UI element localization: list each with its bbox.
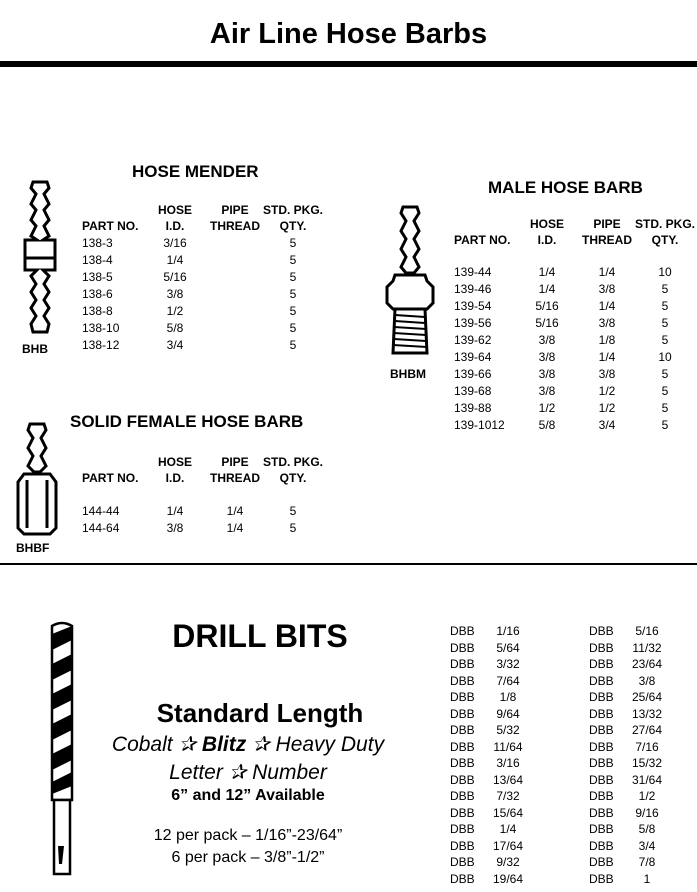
solid-female-pipe-column	[205, 503, 265, 537]
drill-bit-size: 11/64	[493, 739, 523, 754]
solid-female-header-hose: HOSE I.D.	[157, 455, 192, 485]
drill-bit-prefix: DBB	[589, 739, 614, 754]
drill-bit-prefix: DBB	[450, 871, 475, 886]
drill-bit-prefix: DBB	[450, 673, 475, 688]
star-icon: ✰	[252, 733, 270, 756]
hose-mender-title: HOSE MENDER	[132, 162, 259, 181]
drill-bit-size: 7/16	[635, 739, 659, 754]
drill-bit-prefix: DBB	[450, 640, 475, 655]
qty-cell: 5	[661, 316, 669, 330]
drill-bit-size: 1/8	[499, 690, 517, 704]
male-hose-barb-part-column	[454, 264, 505, 434]
part-number-cell: 138-3	[82, 236, 113, 250]
drill-bit-size: 31/64	[631, 772, 663, 787]
male-hose-barb-header-hose: HOSE I.D.	[529, 217, 564, 247]
drill-bit-prefix: DBB	[450, 838, 475, 853]
solid-female-label: BHBF	[16, 541, 50, 555]
drill-bit-prefix: DBB	[450, 739, 475, 754]
pipe-thread-cell: 3/8	[598, 367, 616, 381]
drill-bit-prefix: DBB	[589, 657, 614, 671]
hose-id-cell: 5/8	[166, 321, 184, 335]
part-number-cell: 138-4	[82, 253, 113, 267]
drill-bits-types-line: Cobalt ✰ Blitz ✰ Heavy Duty	[111, 733, 385, 756]
drill-bit-size: 5/64	[496, 640, 520, 655]
drill-bit-size: 1/4	[499, 822, 517, 836]
pipe-thread-cell: 3/8	[598, 316, 616, 330]
solid-female-hose-column	[150, 503, 200, 537]
drill-bit-size: 5/8	[638, 822, 656, 836]
hose-id-cell: 5/16	[535, 299, 559, 313]
qty-cell: 10	[658, 265, 672, 279]
hose-id-cell: 3/8	[538, 350, 556, 364]
drill-bit-size: 9/16	[635, 805, 659, 820]
drill-bit-prefix: DBB	[589, 789, 614, 803]
drill-bit-prefix: DBB	[450, 657, 475, 671]
hose-mender-label: BHB	[22, 342, 48, 356]
hose-id-cell: 3/16	[163, 236, 187, 250]
drill-bit-prefix: DBB	[589, 706, 614, 721]
part-number-cell: 139-88	[454, 401, 492, 415]
pipe-thread-cell: 1/2	[598, 401, 616, 415]
drill-bit-prefix: DBB	[589, 756, 614, 770]
part-number-cell: 139-1012	[454, 418, 505, 432]
part-number-cell: 138-5	[82, 270, 113, 284]
pipe-thread-cell: 1/8	[598, 333, 616, 347]
drill-bit-size: 5/32	[496, 723, 520, 737]
hose-id-cell: 1/4	[166, 253, 184, 267]
drill-bits-pack-small: 12 per pack – 1/16”-23/64”	[153, 827, 343, 844]
drill-bit-size: 27/64	[631, 723, 663, 737]
male-hose-barb-qty-column	[634, 264, 696, 434]
section-divider	[0, 563, 697, 565]
pipe-thread-cell: 3/4	[598, 418, 616, 432]
solid-female-hose-barb-illustration	[12, 420, 62, 538]
drill-bit-size: 15/32	[631, 756, 663, 770]
drill-bit-size: 9/64	[496, 706, 520, 721]
hose-id-cell: 1/4	[538, 265, 556, 279]
pipe-thread-cell: 1/4	[598, 299, 616, 313]
hose-id-cell: 5/16	[163, 270, 187, 284]
qty-cell: 5	[289, 236, 297, 250]
title-divider	[0, 61, 697, 67]
drill-bit-size: 15/64	[492, 805, 524, 820]
part-number-cell: 139-44	[454, 265, 492, 279]
drill-bit-size: 19/64	[492, 871, 524, 886]
drill-bit-size: 11/32	[632, 640, 662, 655]
drill-bit-prefix: DBB	[450, 822, 475, 836]
drill-bit-prefix: DBB	[589, 838, 614, 853]
drill-bits-prefix-column-2	[589, 623, 614, 887]
drill-bit-prefix: DBB	[589, 723, 614, 737]
drill-bit-prefix: DBB	[589, 772, 614, 787]
drill-bit-size: 3/16	[496, 756, 520, 770]
male-hose-barb-header-pipe: PIPE THREAD	[582, 217, 632, 247]
part-number-cell: 139-56	[454, 316, 492, 330]
hose-mender-part-column	[82, 235, 119, 354]
solid-female-header-pipe: PIPE THREAD	[210, 455, 260, 485]
drill-bit-size: 17/64	[492, 838, 524, 853]
qty-cell: 5	[661, 299, 669, 313]
hose-mender-qty-column	[262, 235, 324, 354]
drill-bits-size-column-1	[488, 623, 528, 887]
qty-cell: 5	[661, 282, 669, 296]
drill-bit-size: 1/2	[638, 789, 656, 803]
drill-bit-prefix: DBB	[450, 706, 475, 721]
hose-id-cell: 3/8	[538, 384, 556, 398]
hose-id-cell: 3/8	[538, 367, 556, 381]
qty-cell: 5	[289, 321, 297, 335]
part-number-cell: 138-8	[82, 304, 113, 318]
drill-bit-size: 3/8	[638, 673, 656, 688]
solid-female-qty-column	[262, 503, 324, 537]
pipe-thread-cell: 3/8	[598, 282, 616, 296]
drill-bit-prefix: DBB	[589, 640, 614, 655]
part-number-cell: 138-12	[82, 338, 120, 352]
drill-bits-subtitle: Standard Length	[156, 698, 364, 728]
male-hose-barb-hose-column	[522, 264, 572, 434]
drill-bit-prefix: DBB	[589, 805, 614, 820]
drill-bit-prefix: DBB	[589, 822, 614, 836]
drill-bits-prefix-column-1	[450, 623, 475, 887]
drill-bit-prefix: DBB	[589, 871, 614, 886]
qty-cell: 5	[661, 418, 669, 432]
hose-id-cell: 1/4	[538, 282, 556, 296]
drill-bit-size: 25/64	[631, 690, 663, 704]
hose-id-cell: 5/16	[535, 316, 559, 330]
drill-bit-size: 7/32	[496, 789, 520, 803]
drill-bit-prefix: DBB	[450, 723, 475, 737]
qty-cell: 5	[289, 521, 297, 535]
male-hose-barb-pipe-column	[577, 264, 637, 434]
part-number-cell: 139-54	[454, 299, 492, 313]
qty-cell: 5	[661, 367, 669, 381]
hose-mender-illustration	[15, 178, 65, 338]
hose-id-cell: 3/4	[166, 338, 184, 352]
part-number-cell: 138-6	[82, 287, 113, 301]
drill-bits-title: DRILL BITS	[172, 618, 348, 654]
male-hose-barb-illustration	[383, 203, 438, 363]
drill-bit-size: 7/64	[496, 673, 520, 688]
part-number-cell: 144-44	[82, 504, 120, 518]
drill-bit-prefix: DBB	[589, 673, 614, 688]
star-icon: ✰	[228, 761, 247, 784]
solid-female-part-column	[82, 503, 119, 537]
part-number-cell: 139-68	[454, 384, 492, 398]
drill-bit-size: 3/4	[638, 838, 656, 853]
part-number-cell: 139-64	[454, 350, 492, 364]
hose-mender-header-pipe: PIPE THREAD	[210, 203, 260, 233]
drill-bit-size: 1	[643, 871, 651, 886]
qty-cell: 5	[289, 253, 297, 267]
part-number-cell: 144-64	[82, 521, 120, 535]
qty-cell: 5	[289, 504, 297, 518]
drill-bit-size: 13/64	[492, 772, 524, 787]
drill-bits-pack-large: 6 per pack – 3/8”-1/2”	[171, 849, 325, 866]
hose-id-cell: 3/8	[538, 333, 556, 347]
drill-bit-size: 23/64	[631, 657, 663, 671]
solid-female-header-qty: STD. PKG. QTY.	[262, 455, 323, 485]
qty-cell: 5	[289, 270, 297, 284]
hose-mender-header-hose: HOSE I.D.	[157, 203, 192, 233]
drill-bit-prefix: DBB	[450, 624, 475, 638]
hose-id-cell: 3/8	[166, 521, 184, 535]
part-number-cell: 139-66	[454, 367, 492, 381]
drill-bit-prefix: DBB	[589, 624, 614, 638]
hose-id-cell: 1/4	[166, 504, 184, 518]
drill-bit-prefix: DBB	[450, 789, 475, 803]
drill-bit-prefix: DBB	[450, 772, 475, 787]
hose-mender-header-qty: STD. PKG. QTY.	[262, 203, 323, 233]
drill-bits-letter-number: Letter ✰ Number	[169, 761, 327, 784]
drill-bit-size: 7/8	[638, 855, 656, 869]
qty-cell: 10	[658, 350, 672, 364]
drill-bit-size: 13/32	[631, 706, 663, 721]
drill-bits-availability: 6” and 12” Available	[171, 787, 325, 804]
qty-cell: 5	[661, 384, 669, 398]
solid-female-header-part: PART NO.	[82, 471, 139, 485]
hose-id-cell: 1/2	[166, 304, 184, 318]
hose-mender-hose-column	[150, 235, 200, 354]
drill-bits-size-column-2	[627, 623, 667, 887]
page-title: Air Line Hose Barbs	[209, 18, 488, 50]
qty-cell: 5	[289, 304, 297, 318]
hose-id-cell: 5/8	[538, 418, 556, 432]
drill-bit-prefix: DBB	[450, 855, 475, 869]
male-hose-barb-label: BHBM	[390, 367, 426, 381]
qty-cell: 5	[661, 333, 669, 347]
drill-bit-size: 5/16	[635, 624, 659, 638]
pipe-thread-cell: 1/2	[598, 384, 616, 398]
drill-bit-prefix: DBB	[589, 855, 614, 869]
part-number-cell: 139-62	[454, 333, 492, 347]
pipe-thread-cell: 1/4	[226, 504, 244, 518]
drill-bit-size: 1/16	[496, 624, 520, 638]
hose-mender-header-part: PART NO.	[82, 219, 139, 233]
drill-bit-prefix: DBB	[450, 756, 475, 770]
star-icon: ✰	[178, 733, 197, 756]
part-number-cell: 139-46	[454, 282, 492, 296]
pipe-thread-cell: 1/4	[598, 350, 616, 364]
hose-id-cell: 3/8	[166, 287, 184, 301]
drill-bit-prefix: DBB	[450, 690, 475, 704]
qty-cell: 5	[289, 338, 297, 352]
male-hose-barb-header-qty: STD. PKG. QTY.	[634, 217, 695, 247]
hose-id-cell: 1/2	[538, 401, 556, 415]
part-number-cell: 138-10	[82, 321, 120, 335]
pipe-thread-cell: 1/4	[226, 521, 244, 535]
pipe-thread-cell: 1/4	[598, 265, 616, 279]
male-hose-barb-title: MALE HOSE BARB	[488, 178, 643, 197]
qty-cell: 5	[289, 287, 297, 301]
solid-female-title: SOLID FEMALE HOSE BARB	[70, 412, 304, 431]
drill-bit-prefix: DBB	[589, 690, 614, 704]
qty-cell: 5	[661, 401, 669, 415]
male-hose-barb-header-part: PART NO.	[454, 233, 511, 247]
drill-bit-prefix: DBB	[450, 805, 475, 820]
drill-bit-size: 9/32	[496, 855, 520, 869]
drill-bit-size: 3/32	[496, 657, 520, 671]
